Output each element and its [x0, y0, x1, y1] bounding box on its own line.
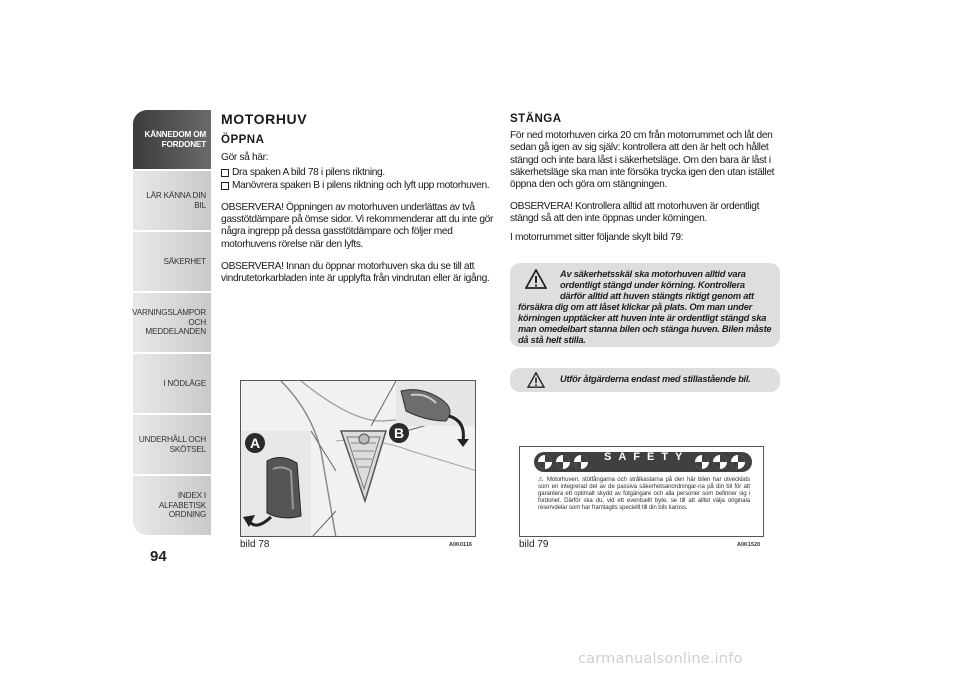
safety-title: SAFETY [604, 451, 690, 463]
body-paragraph: OBSERVERA! Kontrollera alltid att motorhuven är ordentligt stängd så att den inte öppnas under körningen. [510, 201, 760, 225]
warning-box [510, 368, 780, 392]
tab-underhall-och-skotsel[interactable] [133, 415, 211, 474]
tab-kannedom-om-fordonet[interactable] [133, 110, 211, 169]
page-number: 94 [150, 548, 167, 565]
warning-text: Utför åtgärderna endast med stillastående bil. [560, 374, 751, 384]
right-column [510, 113, 782, 250]
label-a: A [250, 435, 261, 451]
subsection-title-open: ÖPPNA [221, 134, 265, 147]
safety-body-text: Motorhuven, stötfångarna och strålkastarna på den här bilen har utvecklats som en integrerad del av de passiva säkerhetsanordningar-na på din bil för att garantera ett optimalt skydd av fotgängare och alla personer som befinner sig i fordonet. Därför ska du, vid ett eventuellt byte, se till att alltid välja originala reservdelar som har framtagits speciellt till din bils kaross. [538, 476, 750, 511]
body-paragraph: För ned motorhuven cirka 20 cm från motorrummet och låt den sedan gå igen av sig själv: kontrollera att den är helt och hållet stängd och inte bara låst i säkerhetsläge. Om den bara är låst i säkerhetsläge ska man inte försöka trycka igen den utan istället öppna den och göra om stängningen. [510, 130, 775, 191]
left-column [221, 113, 493, 291]
tab-label: KÄNNEDOM OM FORDONET [144, 130, 206, 149]
watermark: carmanualsonline.info [578, 651, 743, 667]
tab-label: INDEX I ALFABETISK ORDNING [158, 491, 206, 520]
intro-text: Gör så här: [221, 152, 269, 164]
warning-triangle-icon [518, 269, 554, 299]
tab-label: I NÖDLÄGE [163, 378, 206, 388]
figure-caption: bild 79 [519, 539, 549, 550]
figure-hood-levers [240, 380, 476, 537]
warning-text: Av säkerhetsskäl ska motorhuven alltid vara ordentligt stängd under körning. Kontrollera därför alltid att huven stängts riktigt genom att försäkra dig om att låset klickar på plats. Om man under körningen upptäcker att huven inte är ordentligt stängd ska man omedelbart stanna bilen och stänga huven. Bilen måste då stå helt stilla. [518, 269, 772, 345]
warning-box [510, 263, 780, 347]
step-item [221, 180, 493, 192]
label-b: B [394, 425, 405, 441]
note-paragraph: OBSERVERA! Innan du öppnar motorhuven ska du se till att vindrutetorkarbladen inte är upplyfta från vindrutan eller är igång. [221, 260, 490, 285]
tab-varningslampor[interactable] [133, 293, 211, 352]
subsection-title-close: STÄNGA [510, 113, 562, 125]
safety-body [538, 476, 750, 511]
tab-sakerhet[interactable] [133, 232, 211, 291]
tab-label: SÄKERHET [163, 256, 206, 266]
chapter-sidebar [133, 110, 211, 537]
tab-label: VARNINGSLAMPOR OCH MEDDELANDEN [132, 308, 206, 337]
figure-code: A0K0116 [449, 542, 472, 548]
section-title: MOTORHUV [221, 111, 308, 127]
figure-code: A0K1520 [737, 542, 761, 548]
checkbox-bullet-icon [221, 169, 229, 177]
step-text: Dra spaken A bild 78 i pilens riktning. [232, 166, 385, 178]
tab-label: LÄR KÄNNA DIN BIL [146, 191, 206, 210]
hood-lever-illustration [241, 381, 476, 537]
body-paragraph: I motorrummet sitter följande skylt bild 79: [510, 231, 684, 243]
safety-warning-icon: ⚠ [538, 476, 547, 483]
note-paragraph: OBSERVERA! Öppningen av motorhuven underlättas av två gasstötdämpare på ömse sidor. Vi rekommenderar att du inte gör några ingrepp på dessa gasstötdämpare och följer med motorhuvens rörelse när den lyfts. [221, 202, 494, 250]
figure-safety-label [519, 446, 764, 537]
checkbox-bullet-icon [221, 182, 229, 190]
warning-triangle-icon [518, 372, 554, 386]
tab-lar-kanna-din-bil[interactable] [133, 171, 211, 230]
step-item [221, 167, 493, 179]
tab-i-nodlage[interactable] [133, 354, 211, 413]
tab-label: UNDERHÅLL OCH SKÖTSEL [138, 435, 206, 454]
figure-caption: bild 78 [240, 539, 270, 550]
tab-index[interactable] [133, 476, 211, 535]
step-text: Manövrera spaken B i pilens riktning och lyft upp motorhuven. [232, 179, 490, 191]
